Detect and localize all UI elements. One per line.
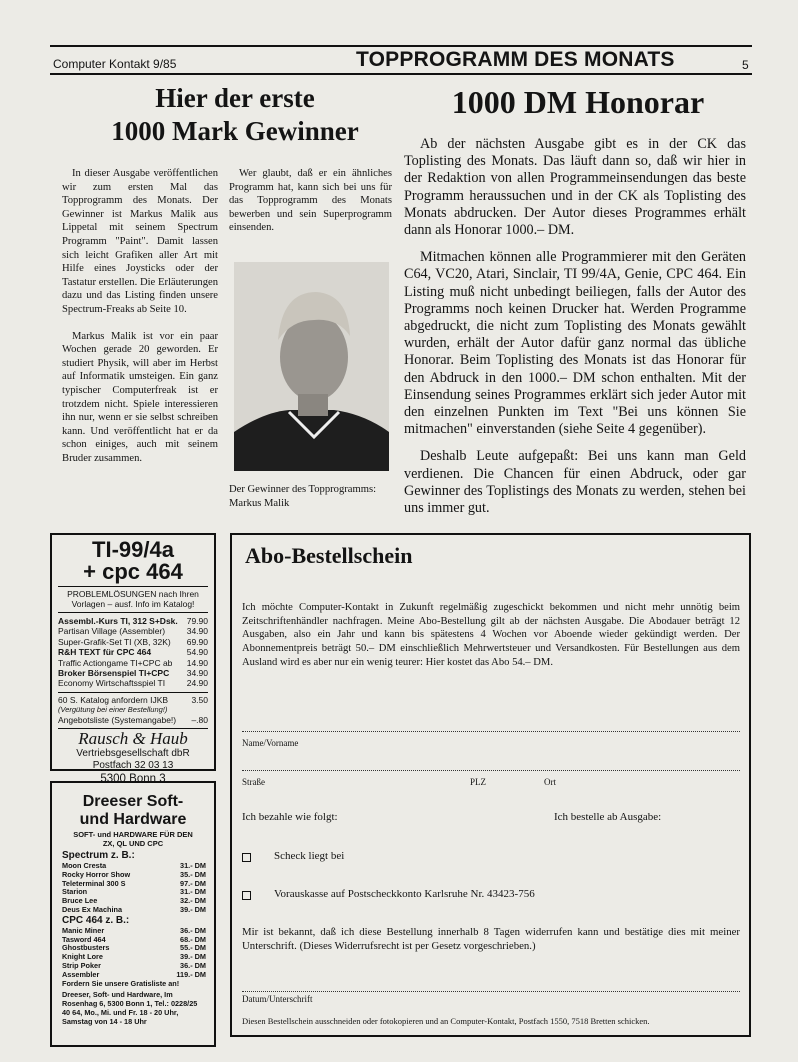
- prepayment-option-label: Vorauskasse auf Postscheckkonto Karlsruhe Nr. 43423-756: [274, 888, 535, 900]
- right-article-body: [404, 136, 746, 527]
- item-price: 79.90: [186, 616, 208, 626]
- item-price: 68.- DM: [180, 934, 206, 944]
- item-name: Strip Poker: [62, 960, 101, 970]
- item-price: 31.- DM: [180, 887, 206, 897]
- item-name: Moon Cresta: [62, 861, 107, 870]
- item-price: 24.90: [186, 678, 208, 689]
- ad1-title-line2: + cpc 464: [83, 559, 183, 584]
- header-top-rule: [50, 45, 752, 47]
- item-price: 31.- DM: [180, 861, 206, 870]
- item-name: Deus Ex Machina: [62, 904, 123, 914]
- order-form-intro: Ich möchte Computer-Kontakt in Zukunft regelmäßig zugeschickt bekommen und nicht mehr unnötig beim Zeitschriftenhändler nachfragen. Meine Abo-Bestellung gilt ab der nächsten Ausgabe. Die Abodauer beträgt 12 Ausgaben, also ein Jahr und kann bis spätestens 4 Wochen vor Aboende wieder gekündigt werden. Der Abonnementpreis beträgt 50.– DM einschließlich Mehrwertsteuer und Versandkosten. Für Bestellungen aus dem Ausland wird es aber nur ein wenig teurer: Hier kostet das Abo 54.– DM.: [242, 602, 740, 668]
- item-price: 55.- DM: [180, 943, 206, 953]
- price-list-item: [58, 616, 208, 626]
- item-price: 97.- DM: [180, 878, 206, 888]
- item-name: Bruce Lee: [62, 896, 98, 906]
- magazine-issue: Computer Kontakt 9/85: [53, 57, 177, 71]
- payment-label: Ich bezahle wie folgt:: [242, 811, 338, 823]
- left-headline-line1: Hier der erste: [155, 83, 315, 113]
- left-article-column-1: [62, 167, 218, 478]
- item-name: Broker Börsenspiel TI+CPC: [58, 668, 170, 679]
- item-name: Teleterminal 300 S: [62, 878, 126, 888]
- item-price: 36.- DM: [180, 960, 206, 970]
- item-price: 69.90: [186, 636, 208, 647]
- order-form-title: Abo-Bestellschein: [245, 543, 413, 568]
- winner-photo: [234, 262, 389, 471]
- date-signature-label: Datum/Unterschrift: [242, 994, 313, 1004]
- item-name: Assembler: [62, 969, 100, 979]
- paragraph: In dieser Ausgabe veröffentlichen wir zum ersten Mal das Topprogramm des Monats. Der Gewinner ist Markus Malik aus Lippetal mit seinem Spectrum Programm "Paint". Damit lassen sich leicht Grafiken aller Art mit Hilfe eines Joysticks oder der Tastatur erstellen. Die Erläuterungen dazu und das Listing finden unsere Spectrum-Freaks ab Seite 10.: [62, 168, 218, 315]
- item-name: Assembl.-Kurs TI, 312 S+Dsk.: [58, 616, 178, 626]
- ad1-company: Rausch & Haub Vertriebsgesellschaft dbR Postfach 32 03 13 5300 Bonn 3: [58, 728, 208, 786]
- item-name: Rocky Horror Show: [62, 869, 131, 879]
- price-list-item: [58, 678, 208, 688]
- street-label: Straße: [242, 777, 265, 787]
- name-label: Name/Vorname: [242, 738, 299, 748]
- item-name: Tasword 464: [62, 934, 106, 944]
- ad2-title-line2: und Hardware: [79, 811, 187, 828]
- price-list-item: [58, 647, 208, 657]
- item-price: 39.- DM: [180, 952, 206, 962]
- price-list-item: [58, 637, 208, 647]
- item-name: Economy Wirtschaftsspiel TI: [58, 678, 166, 689]
- name-field[interactable]: [242, 730, 740, 732]
- signature-field[interactable]: [242, 990, 740, 992]
- item-price: 14.90: [186, 657, 208, 668]
- order-form-footer: Diesen Bestellschein ausschneiden oder fotokopieren und an Computer-Kontakt, Postfach 1550, 7518 Bretten schicken.: [242, 1016, 650, 1026]
- ad1-title-line1: TI-99/4a: [92, 537, 174, 562]
- item-name: Starion: [62, 887, 88, 897]
- paragraph: Wer glaubt, daß er ein ähnliches Programm hat, kann sich bei uns für das Topprogramm des Monats bewerben und sein Superprogramm einsenden.: [229, 168, 392, 234]
- price-list-item: [62, 906, 206, 915]
- city-label: Ort: [544, 777, 556, 787]
- order-form: [230, 533, 751, 1037]
- caption-line1: Der Gewinner des Topprogramms:: [229, 484, 377, 495]
- paragraph: Ab der nächsten Ausgabe gibt es in der CK das Toplisting des Monats. Das läuft dann so, daß wir hier in der Redaktion von allen Programmeinsendungen das beste Programm heraussuchen und in der CK als Toplisting des Monats abdrucken. Der Autor dieses Programmes erhält dann als Honorar 1000.– DM.: [404, 136, 746, 239]
- item-name: Super-Grafik-Set TI (XB, 32K): [58, 636, 171, 647]
- ad2-address: Dreeser, Soft- und Hardware, Im Rosenhag 6, 5300 Bonn 1, Tel.: 0228/25 40 64, Mo., Mi. und Fr. 18 - 20 Uhr, Samstag von 14 - 18 Uhr: [62, 990, 198, 1026]
- price-list-item: [58, 658, 208, 668]
- ad2-subtitle: SOFT- und HARDWARE FÜR DEN ZX, QL UND CPC: [73, 830, 193, 848]
- paragraph: Deshalb Leute aufgepaßt: Bei uns kann man Geld verdienen. Die Chancen für einen Abdruck, oder gar Gewinner des Toplistings des Monats zu werden, stehen bei uns immer gut.: [404, 448, 746, 517]
- ad2-spectrum-list: [62, 862, 206, 915]
- item-price: 36.- DM: [180, 925, 206, 935]
- ad1-subtitle: PROBLEMLÖSUNGEN nach Ihren Vorlagen – ausf. Info im Katalog!: [58, 586, 208, 609]
- ad2-title-line1: Dreeser Soft-: [82, 793, 184, 810]
- price-list-item: [58, 626, 208, 636]
- item-price: 34.90: [186, 626, 208, 637]
- ad-dreeser-soft-hardware: [50, 781, 216, 1047]
- page-number: 5: [742, 58, 749, 72]
- header-bottom-rule: [50, 73, 752, 75]
- plz-label: PLZ: [470, 777, 487, 787]
- ad2-footer: Fordern Sie unsere Gratisliste an!: [62, 978, 180, 988]
- item-name: Ghostbusters: [62, 943, 110, 953]
- check-option-label: Scheck liegt bei: [274, 850, 345, 862]
- check-option-checkbox[interactable]: [242, 853, 251, 862]
- item-price: 32.- DM: [180, 896, 206, 906]
- ad2-cpc-heading: CPC 464 z. B.:: [62, 914, 130, 926]
- street-field[interactable]: [242, 769, 740, 771]
- item-price: 54.90: [186, 647, 208, 658]
- section-title: TOPPROGRAMM DES MONATS: [356, 48, 675, 71]
- caption-line2: Markus Malik: [229, 497, 290, 509]
- item-name: R&H TEXT für CPC 464: [58, 647, 152, 658]
- ad-ti99-cpc464: [50, 533, 216, 785]
- ad2-cpc-list: [62, 927, 206, 980]
- left-headline-line2: 1000 Mark Gewinner: [111, 116, 359, 146]
- paragraph: Mitmachen können alle Programmierer mit den Geräten C64, VC20, Atari, Sinclair, TI 99/4A, Genie, CPC 464. Ein Listing muß nicht unbedingt beiliegen, falls der Autor des Programms noch keinen Drucker hat. Werden Programme abgedruckt, die nicht zum Toplisting des Monats gewählt wurden, erhält der Autor dafür ganz normal das übliche Honorar. Beim Toplisting des Monats ist das Honorar für den Abdruck in den 1000.– DM schon enthalten. Mit der Einsendung seines Programmes erklärt sich jeder Autor mit den einzelnen Punkten im Text "Bei uns können Sie mitmachen" einverstanden (siehe Seite 4 gegenüber).: [404, 249, 746, 438]
- item-price: 35.- DM: [180, 869, 206, 879]
- item-name: Manic Miner: [62, 925, 105, 935]
- right-headline: 1000 DM Honorar: [451, 84, 705, 120]
- left-article-column-2: [229, 167, 392, 248]
- withdrawal-notice: Mir ist bekannt, daß ich diese Bestellung innerhalb 8 Tagen widerrufen kann und bestätige dies mit meiner Unterschrift. (Dieses Widerrufsrecht ist per Gesetz vorgeschrieben.): [242, 926, 740, 952]
- left-headline: [50, 82, 420, 148]
- photo-caption: [229, 483, 399, 510]
- ad1-catalog: 60 S. Katalog anfordern IJKB 3.50 (Vergütung bei einer Bestellung!) Angebotsliste (Systemangabe!) –.80: [58, 692, 208, 725]
- ad2-spectrum-heading: Spectrum z. B.:: [62, 850, 135, 861]
- item-name: Knight Lore: [62, 952, 103, 962]
- item-price: 119.- DM: [176, 969, 206, 979]
- prepayment-option-checkbox[interactable]: [242, 891, 251, 900]
- item-name: Partisan Village (Assembler): [58, 626, 166, 637]
- portrait-illustration: [234, 262, 389, 471]
- paragraph: Markus Malik ist vor ein paar Wochen gerade 20 geworden. Er studiert Physik, will aber im Herbst auf Informatik umsteigen. Ein ganz typischer Computerfreak ist er trotzdem nicht. Spiele interessieren ihn nur, wenn er sie selbst schreiben kann. Und veröffentlicht hat er da schon einiges, auch mit seinem Bruder zusammen.: [62, 330, 218, 464]
- issue-label: Ich bestelle ab Ausgabe:: [554, 811, 662, 823]
- price-list-item: [58, 668, 208, 678]
- item-name: Traffic Actiongame TI+CPC ab: [58, 657, 173, 668]
- ad1-price-list: [58, 612, 208, 689]
- item-price: 34.90: [186, 668, 208, 679]
- item-price: 39.- DM: [180, 904, 206, 914]
